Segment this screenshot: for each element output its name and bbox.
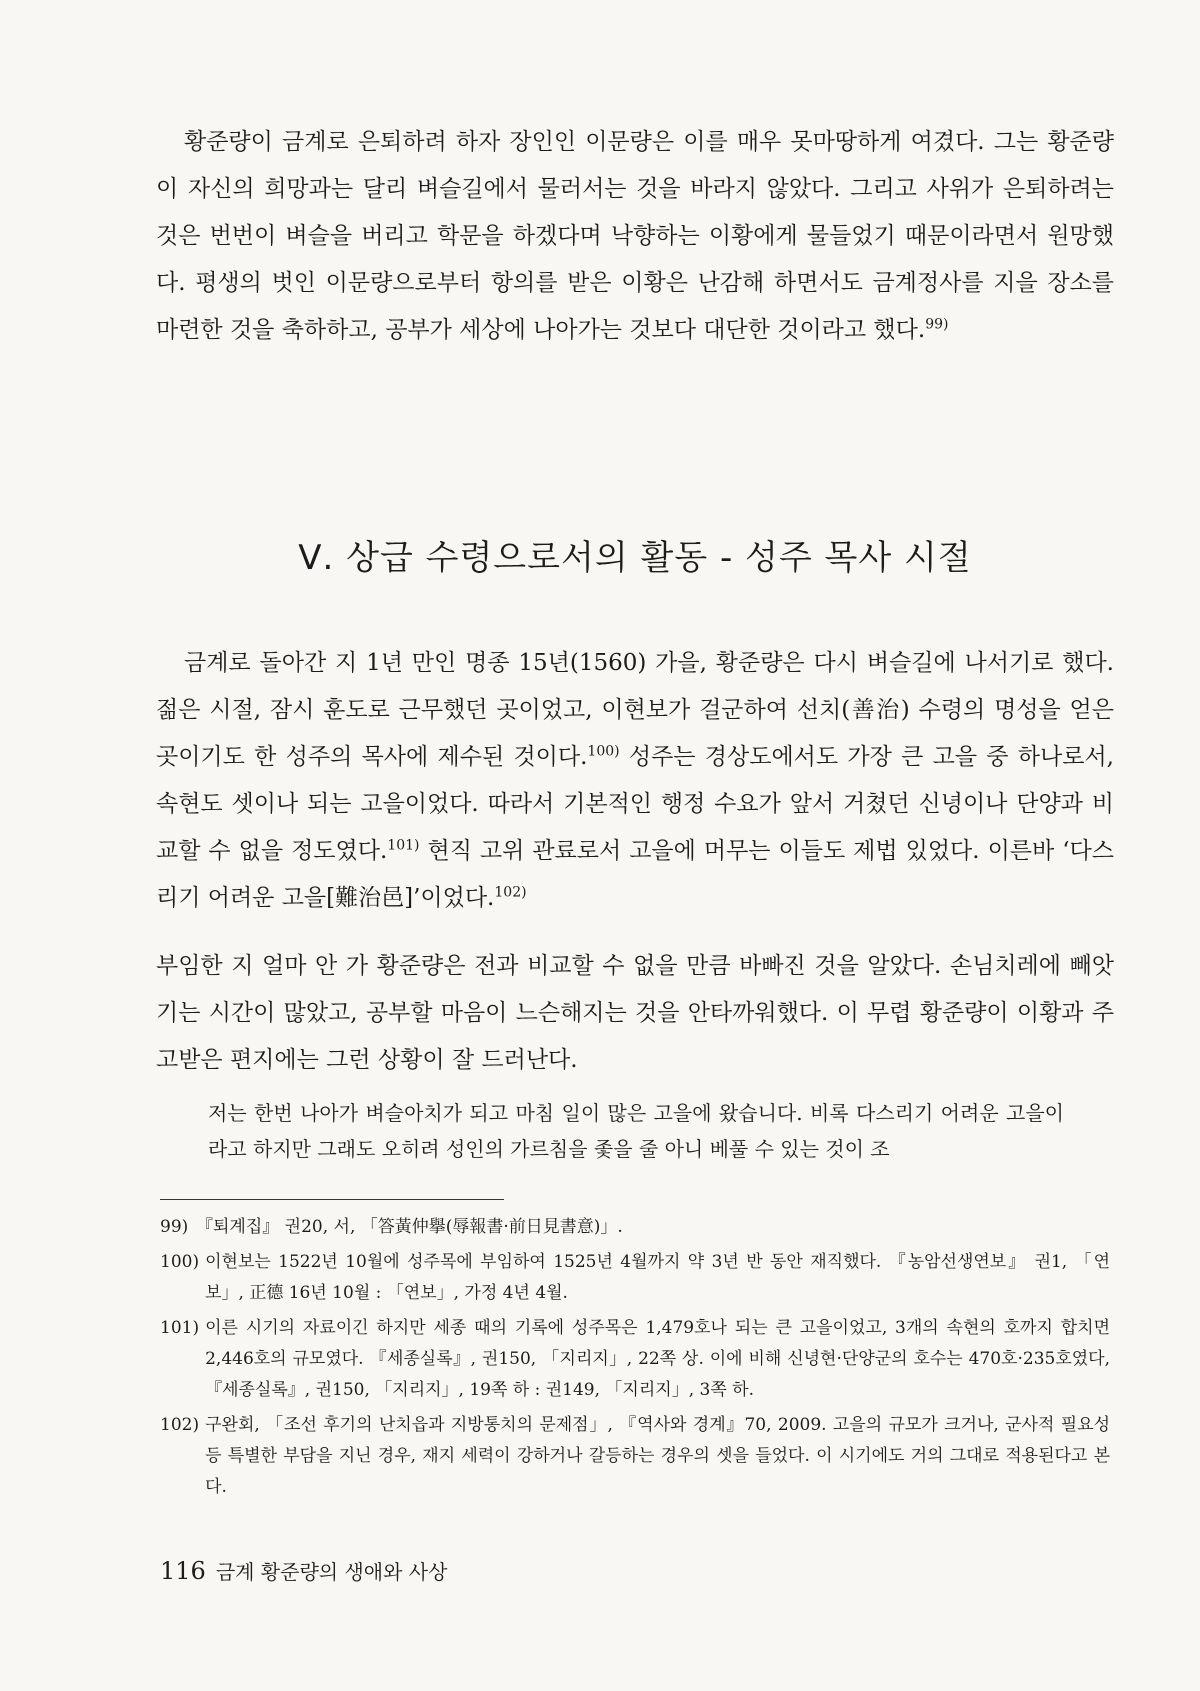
paragraph-text: 성주는 경상도에서도 가장 큰 고을 중 하나로서, 속현도 셋이나 되는 고을이었다. 따라서 기본적인 행정 수요가 앞서 거쳤던 신녕이나 단양과 비교할 수 없을 정도였다.: [156, 744, 1114, 864]
footnote-number: 102): [160, 1415, 200, 1435]
body-paragraph-2: [156, 640, 1114, 922]
paragraph-text: 현직 고위 관료로서 고을에 머무는 이들도 제법 있었다. 이른바 ‘다스리기 어려운 고을[難治邑]’이었다.: [156, 838, 1114, 911]
body-paragraph-1: [156, 119, 1114, 354]
footnote-text: 『퇴계집』 권20, 서, 「答黃仲擧(辱報書·前日見書意)」.: [196, 1217, 623, 1237]
footnote-ref-100: 100): [587, 743, 620, 760]
block-quote: 저는 한번 나아가 벼슬아치가 되고 마침 일이 많은 고을에 왔습니다. 비록 다스리기 어려운 고을이라고 하지만 그래도 오히려 성인의 가르침을 좇을 줄 아니 베풀 수 있는 것이 조: [208, 1101, 1064, 1161]
running-title: 금계 황준량의 생애와 사상: [215, 1560, 448, 1584]
paragraph-text: 금계로 돌아간 지 1년 만인 명종 15년(1560) 가을, 황준량은 다시 벼슬길에 나서기로 했다. 젊은 시절, 잠시 훈도로 근무했던 곳이었고, 이현보가 걸군하여 선치(善治) 수령의 명성을 얻은 곳이기도 한 성주의 목사에 제수된 것이다.: [156, 650, 1114, 770]
paragraph-text: 황준량이 금계로 은퇴하려 하자 장인인 이문량은 이를 매우 못마땅하게 여겼다. 그는 황준량이 자신의 희망과는 달리 벼슬길에서 물러서는 것을 바라지 않았다. 그리고 사위가 은퇴하려는 것은 번번이 벼슬을 버리고 학문을 하겠다며 낙향하는 이황에게 물들었기 때문이라면서 원망했다. 평생의 벗인 이문량으로부터 항의를 받은 이황은 난감해 하면서도 금계정사를 지을 장소를 마련한 것을 축하하고, 공부가 세상에 나아가는 것보다 대단한 것이라고 했다.: [156, 129, 1114, 343]
footnote-item: [160, 1410, 1110, 1503]
footnote-text: 이현보는 1522년 10월에 성주목에 부임하여 1525년 4월까지 약 3년 반 동안 재직했다. 『농암선생연보』 권1, 「연보」, 正德 16년 10월 : 「연보」, 가정 4년 4월.: [205, 1252, 1110, 1303]
footnote-text: 이른 시기의 자료이긴 하지만 세종 때의 기록에 성주목은 1,479호나 되는 큰 고을이었고, 3개의 속현의 호까지 합치면 2,446호의 규모였다. 『세종실록』, 권150, 「지리지」, 22쪽 상. 이에 비해 신녕현·단양군의 호수는 470호·235호였다, 『세종실록』, 권150, 「지리지」, 19쪽 하 : 권149, 「지리지」, 3쪽 하.: [205, 1318, 1110, 1400]
footnote-item: [160, 1313, 1110, 1406]
footnote-number: 100): [160, 1252, 200, 1272]
footnote-ref-99: 99): [925, 316, 949, 333]
paragraph-text: 부임한 지 얼마 안 가 황준량은 전과 비교할 수 없을 만큼 바빠진 것을 알았다. 손님치레에 빼앗기는 시간이 많았고, 공부할 마음이 느슨해지는 것을 안타까워했다. 이 무렵 황준량이 이황과 주고받은 편지에는 그런 상황이 잘 드러난다.: [156, 953, 1114, 1073]
footnote-item: [160, 1212, 1110, 1243]
footnote-text: 구완회, 「조선 후기의 난치읍과 지방통치의 문제점」, 『역사와 경계』70, 2009. 고을의 규모가 크거나, 군사적 필요성 등 특별한 부담을 지닌 경우, 재지 세력이 강하거나 갈등하는 경우의 셋을 들었다. 이 시기에도 거의 그대로 적용된다고 본다.: [205, 1415, 1110, 1497]
page-number: 116: [160, 1557, 206, 1585]
section-heading: Ⅴ. 상급 수령으로서의 활동 - 성주 목사 시절: [298, 538, 972, 578]
footnote-ref-101: 101): [387, 837, 420, 854]
footnote-number: 99): [160, 1217, 189, 1237]
footnote-item: [160, 1247, 1110, 1309]
footnotes: [160, 1212, 1110, 1507]
footnote-divider: [160, 1199, 504, 1200]
body-paragraph-3: [156, 943, 1114, 1084]
page-footer: [160, 1556, 447, 1585]
footnote-ref-102: 102): [494, 884, 527, 901]
footnote-number: 101): [160, 1318, 200, 1338]
